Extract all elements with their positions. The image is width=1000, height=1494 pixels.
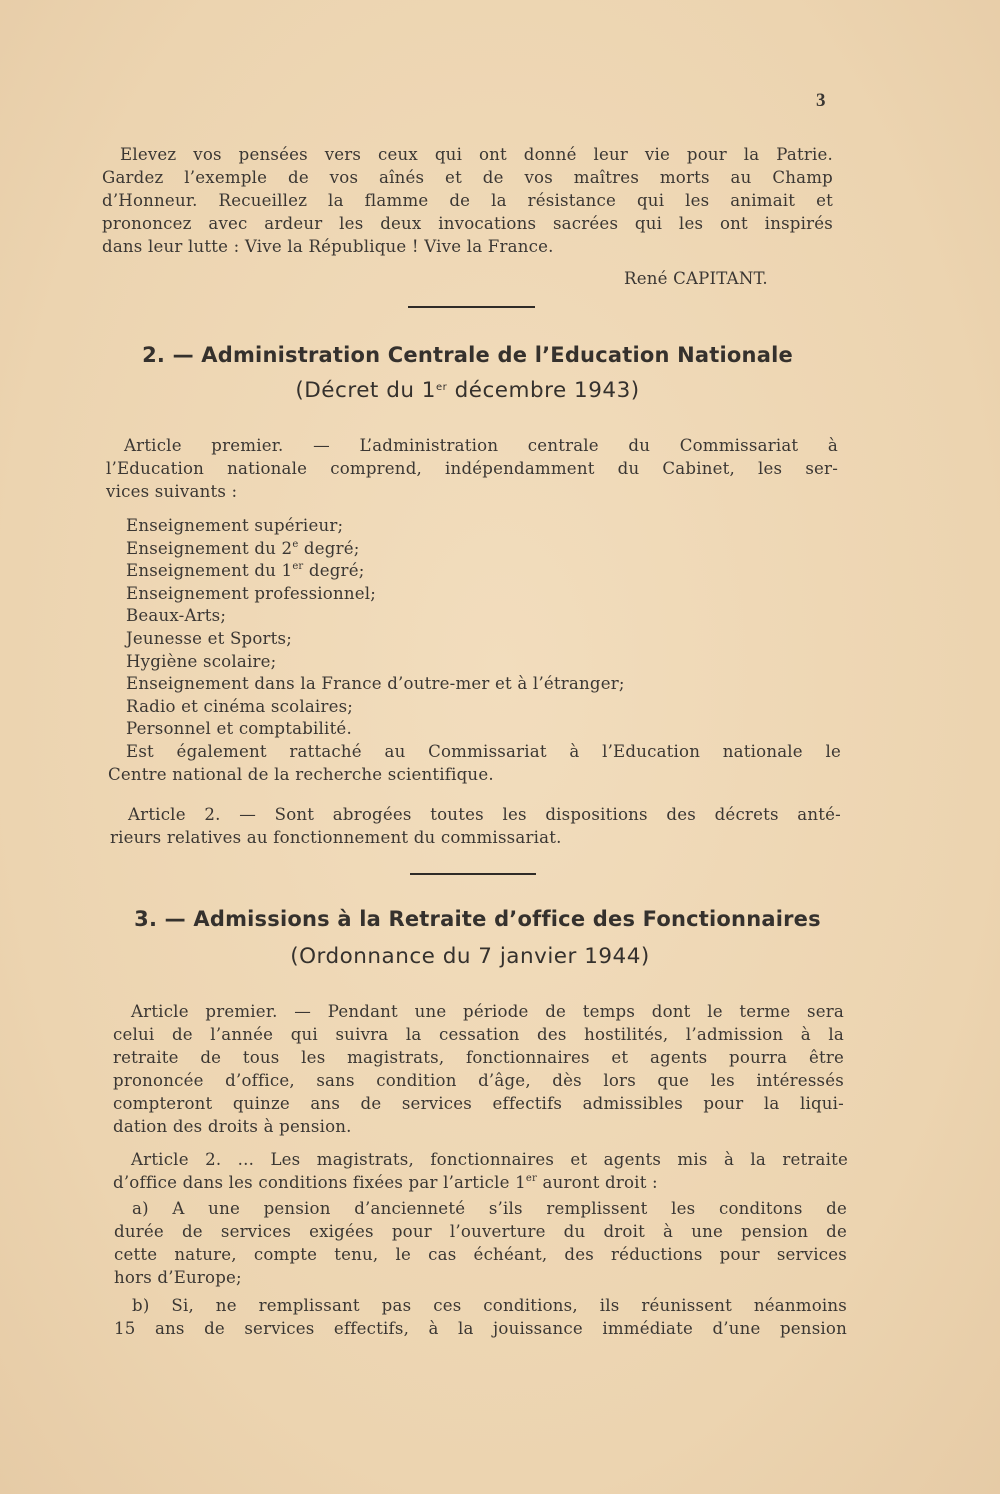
list-item: Beaux-Arts; [126, 606, 227, 626]
article-line: compteront quinze ans de services effectifs admissibles pour la liqui- [113, 1094, 844, 1113]
list-item: Enseignement du 1er degré; [126, 561, 365, 581]
intro-line: prononcez avec ardeur les deux invocations sacrées qui les ont inspirés [102, 214, 833, 233]
article-line: l’Education nationale comprend, indépendamment du Cabinet, les ser- [106, 459, 838, 478]
list-item: Personnel et comptabilité. [126, 719, 352, 739]
article-line: Article premier. — L’administration centrale du Commissariat à [124, 436, 838, 455]
section-3-article-2 [113, 1148, 848, 1194]
item-line: cette nature, compte tenu, le cas échéant, des réductions pour services [114, 1245, 847, 1264]
article-line: retraite de tous les magistrats, fonctionnaires et agents pourra être [113, 1048, 844, 1067]
intro-line: Elevez vos pensées vers ceux qui ont donné leur vie pour la Patrie. [120, 145, 833, 164]
intro-line: Gardez l’exemple de vos aînés et de vos maîtres morts au Champ [102, 168, 833, 187]
section-3-article-1 [113, 1000, 844, 1138]
article-line: vices suivants : [106, 482, 238, 501]
section-3-subtitle: (Ordonnance du 7 janvier 1944) [290, 944, 650, 969]
intro-line: d’Honneur. Recueillez la flamme de la résistance qui les animait et [102, 191, 833, 210]
paragraph-line: Est également rattaché au Commissariat à l’Education nationale le [126, 742, 841, 761]
page-number: 3 [816, 90, 826, 111]
item-a [114, 1197, 847, 1289]
item-line: b) Si, ne remplissant pas ces conditions, ils réunissent néanmoins [132, 1296, 847, 1315]
list-item: Hygiène scolaire; [126, 651, 277, 671]
article-line: Article 2. ... Les magistrats, fonctionnaires et agents mis à la retraite [131, 1150, 848, 1169]
attached-paragraph [108, 740, 841, 786]
list-item: Enseignement professionnel; [126, 583, 377, 603]
section-3-title: 3. — Admissions à la Retraite d’office des Fonctionnaires [134, 907, 821, 931]
article-line: rieurs relatives au fonctionnement du commissariat. [110, 828, 562, 847]
subtitle-text: (Décret du 1 [295, 378, 436, 403]
item-b [114, 1294, 847, 1340]
intro-line: dans leur lutte : Vive la République ! Vive la France. [102, 237, 554, 256]
section-divider [410, 873, 536, 875]
list-item: Jeunesse et Sports; [126, 628, 293, 648]
section-divider [408, 306, 535, 308]
item-line: durée de services exigées pour l’ouverture du droit à une pension de [114, 1222, 847, 1241]
item-line: a) A une pension d’ancienneté s’ils remplissent les conditons de [132, 1199, 847, 1218]
section-2-article-2 [110, 803, 841, 849]
article-line: d’office dans les conditions fixées par l’article 1er auront droit : [113, 1173, 658, 1192]
subtitle-text: décembre 1943) [447, 378, 640, 403]
article-line: dation des droits à pension. [113, 1117, 352, 1136]
list-item: Enseignement dans la France d’outre-mer et à l’étranger; [126, 674, 625, 694]
article-line: prononcée d’office, sans condition d’âge, dès lors que les intéressés [113, 1071, 844, 1090]
list-item: Enseignement supérieur; [126, 516, 344, 535]
paragraph-line: Centre national de la recherche scientifique. [108, 765, 494, 784]
superscript: er [525, 1173, 538, 1184]
section-2-subtitle [0, 378, 935, 403]
services-list [126, 514, 826, 740]
section-2-title: 2. — Administration Centrale de l’Education Nationale [142, 343, 793, 367]
article-line: Article premier. — Pendant une période de temps dont le terme sera [131, 1002, 844, 1021]
intro-paragraph [102, 143, 833, 258]
article-line: Article 2. — Sont abrogées toutes les dispositions des décrets anté- [128, 805, 841, 824]
signature: René CAPITANT. [624, 269, 768, 288]
list-item: Enseignement du 2e degré; [126, 538, 360, 558]
list-item: Radio et cinéma scolaires; [126, 696, 354, 716]
item-line: 15 ans de services effectifs, à la jouissance immédiate d’une pension [114, 1319, 847, 1338]
article-line: celui de l’année qui suivra la cessation des hostilités, l’admission à la [113, 1025, 844, 1044]
section-2-article-1 [106, 434, 838, 503]
item-line: hors d’Europe; [114, 1268, 242, 1287]
superscript: er [435, 382, 448, 393]
